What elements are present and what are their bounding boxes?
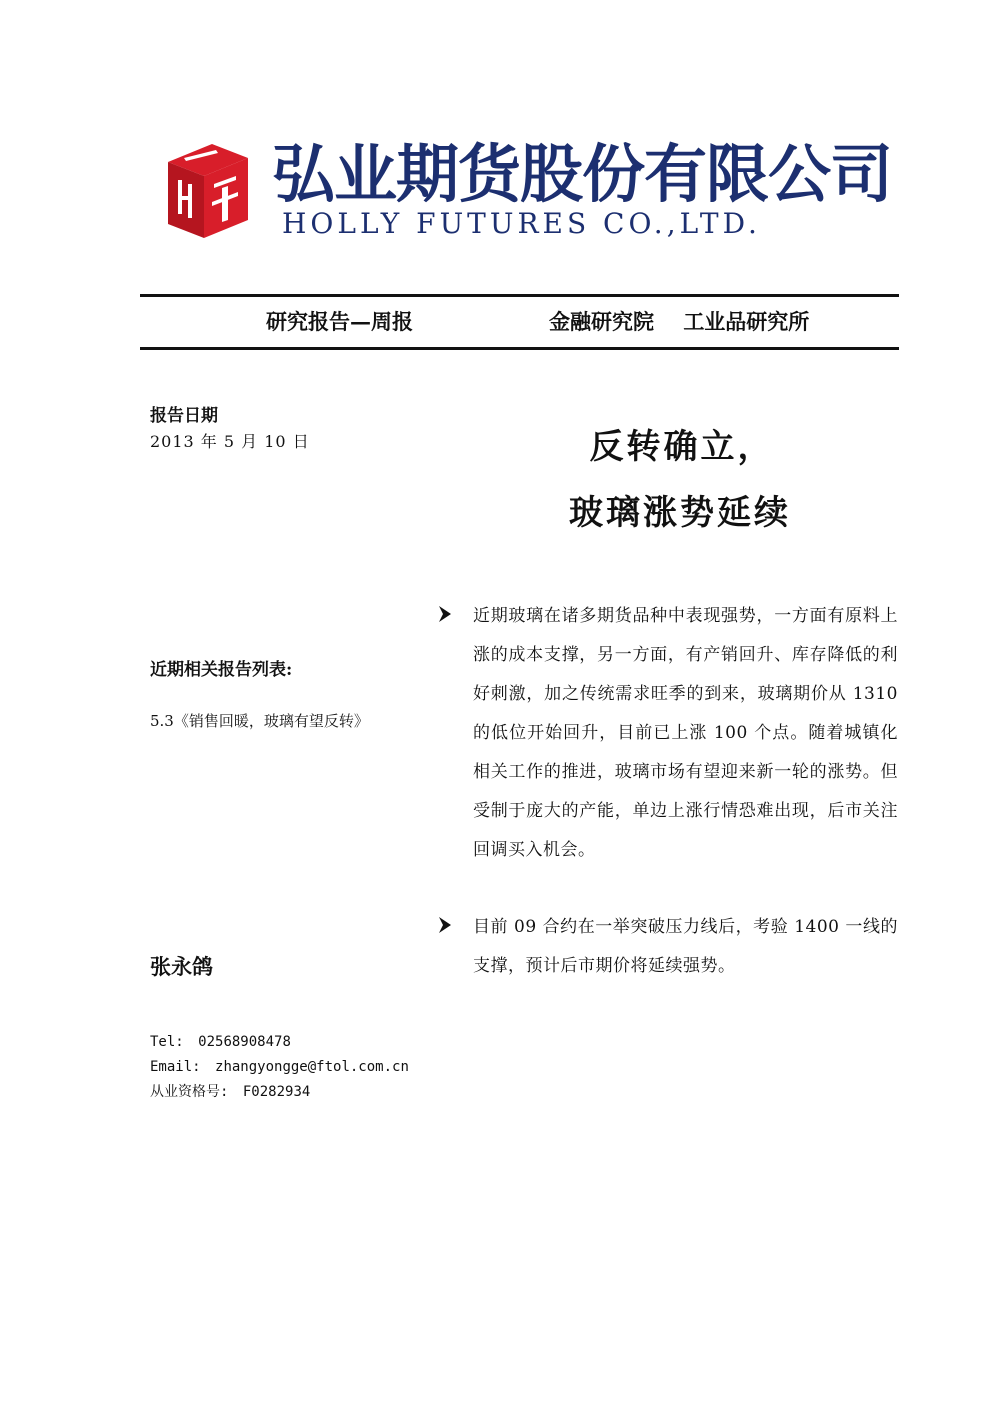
report-header-band <box>140 294 899 350</box>
summary-point <box>436 597 898 870</box>
arrow-bullet-icon <box>438 916 452 934</box>
tel-value: 02568908478 <box>198 1034 291 1050</box>
report-date-label: 报告日期 <box>150 406 218 426</box>
related-report-item: 5.3《销售回暖，玻璃有望反转》 <box>150 712 369 730</box>
tel-row <box>150 1030 409 1055</box>
tel-label: Tel: <box>150 1034 184 1050</box>
institute-name: 工业品研究所 <box>683 309 810 334</box>
email-value: zhangyongge@ftol.com.cn <box>215 1059 409 1075</box>
email-label: Email: <box>150 1059 201 1075</box>
report-title-line-2: 玻璃涨势延续 <box>569 493 791 533</box>
company-name-cn: 弘业期货股份有限公司 <box>272 138 892 211</box>
report-date-value: 2013 年 5 月 10 日 <box>150 432 310 451</box>
author-name: 张永鸽 <box>150 954 213 979</box>
arrow-bullet-icon <box>438 605 452 623</box>
company-logo-icon <box>166 140 250 238</box>
summary-points <box>436 597 898 986</box>
summary-point <box>436 908 898 986</box>
company-name-en: HOLLY FUTURES CO.,LTD. <box>282 207 761 240</box>
summary-point-text: 近期玻璃在诸多期货品种中表现强势，一方面有原料上涨的成本支撑，另一方面，有产销回升、库存降低的利好刺激，加之传统需求旺季的到来，玻璃期价从 1310 的低位开始回升，目前已上涨 100 个点。随着城镇化相关工作的推进，玻璃市场有望迎来新一轮的涨势。但受制于庞大的产能，单边上涨行情恐难出现，后市关注回调买入机会。 <box>473 606 898 860</box>
license-row <box>150 1080 409 1105</box>
related-reports-label: 近期相关报告列表: <box>150 660 293 680</box>
email-row <box>150 1055 409 1080</box>
license-label: 从业资格号: <box>150 1084 229 1100</box>
report-type: 研究报告—周报 <box>266 309 413 334</box>
author-contact <box>150 1030 409 1105</box>
department-name: 金融研究院 <box>549 309 654 334</box>
license-value: F0282934 <box>242 1084 311 1100</box>
company-logo <box>166 138 892 248</box>
report-title-line-1: 反转确立， <box>589 427 775 467</box>
summary-point-text: 目前 09 合约在一举突破压力线后，考验 1400 一线的支撑，预计后市期价将延续强势。 <box>473 917 898 976</box>
report-department <box>549 307 809 337</box>
